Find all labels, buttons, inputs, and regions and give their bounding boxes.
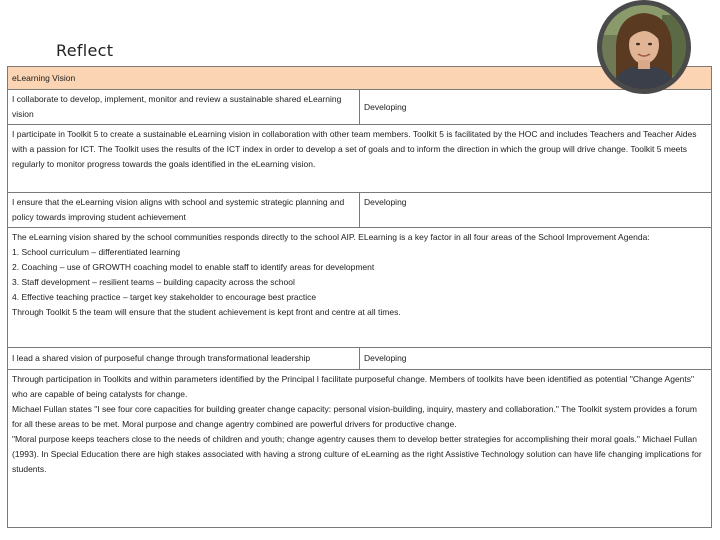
evidence-paragraph: Through Toolkit 5 the team will ensure that the student achievement is kept front and centre at all times. [12, 307, 401, 317]
evidence-paragraph: The eLearning vision shared by the school communities responds directly to the school AIP. ELearning is a key factor in all four areas of the School Improvement Agenda: [12, 232, 650, 242]
evidence-row [8, 125, 712, 193]
evidence-row [8, 228, 712, 348]
avatar [597, 0, 691, 94]
evidence-list-item: 4. Effective teaching practice – target key stakeholder to encourage best practice [12, 292, 317, 302]
criterion-text: I collaborate to develop, implement, monitor and review a sustainable shared eLearning vision [8, 90, 360, 125]
evidence-row [8, 370, 712, 528]
criterion-row [8, 348, 712, 370]
evidence-text [8, 125, 712, 193]
status-text: Developing [360, 90, 712, 125]
criterion-text: I lead a shared vision of purposeful change through transformational leadership [8, 348, 360, 370]
evidence-text [8, 228, 712, 348]
evidence-list-item: 2. Coaching – use of GROWTH coaching model to enable staff to identify areas for development [12, 262, 375, 272]
status-text: Developing [360, 193, 712, 228]
evidence-paragraph: "Moral purpose keeps teachers close to the needs of children and youth; change agentry causes them to develop better strategies for accomplishing their moral goals." Michael Fullan (1993). In Special Education there are high stakes associated with having a strong culture of eLearning as the right Assistive Technology solution can have life changing implications for students. [12, 434, 702, 474]
evidence-paragraph: Through participation in Toolkits and within parameters identified by the Principal I facilitate purposeful change. Members of toolkits have been identified as potential "Change Agents" who are capable of being catalysts for change. [12, 374, 695, 399]
evidence-list-item: 1. School curriculum – differentiated learning [12, 247, 181, 257]
evidence-list-item: 3. Staff development – resilient teams – building capacity across the school [12, 277, 295, 287]
criterion-row [8, 90, 712, 125]
evidence-paragraph: I participate in Toolkit 5 to create a sustainable eLearning vision in collaboration with other team members. Toolkit 5 is facilitated by the HOC and includes Teachers and Teacher Aides with a passion for ICT. The Toolkit uses the results of the ICT index in order to develop a set of goals and to inform the direction in which the group will drive change. Toolkit 5 meets regularly to monitor progress towards the goals identified in the eLearning vision. [12, 129, 697, 169]
page-title: Reflect [56, 41, 114, 60]
status-text: Developing [360, 348, 712, 370]
evidence-text [8, 370, 712, 528]
table-header: eLearning Vision [8, 67, 712, 90]
elearning-vision-table [7, 66, 712, 528]
portrait-image [602, 5, 686, 89]
evidence-paragraph: Michael Fullan states "I see four core capacities for building greater change capacity: personal vision-building, inquiry, mastery and collaboration." The Toolkit system provides a forum for all these areas to be met. Moral purpose and change agentry combined are powerful drivers for productive change. [12, 404, 697, 429]
criterion-text: I ensure that the eLearning vision aligns with school and systemic strategic planning and policy towards improving student achievement [8, 193, 360, 228]
criterion-row [8, 193, 712, 228]
